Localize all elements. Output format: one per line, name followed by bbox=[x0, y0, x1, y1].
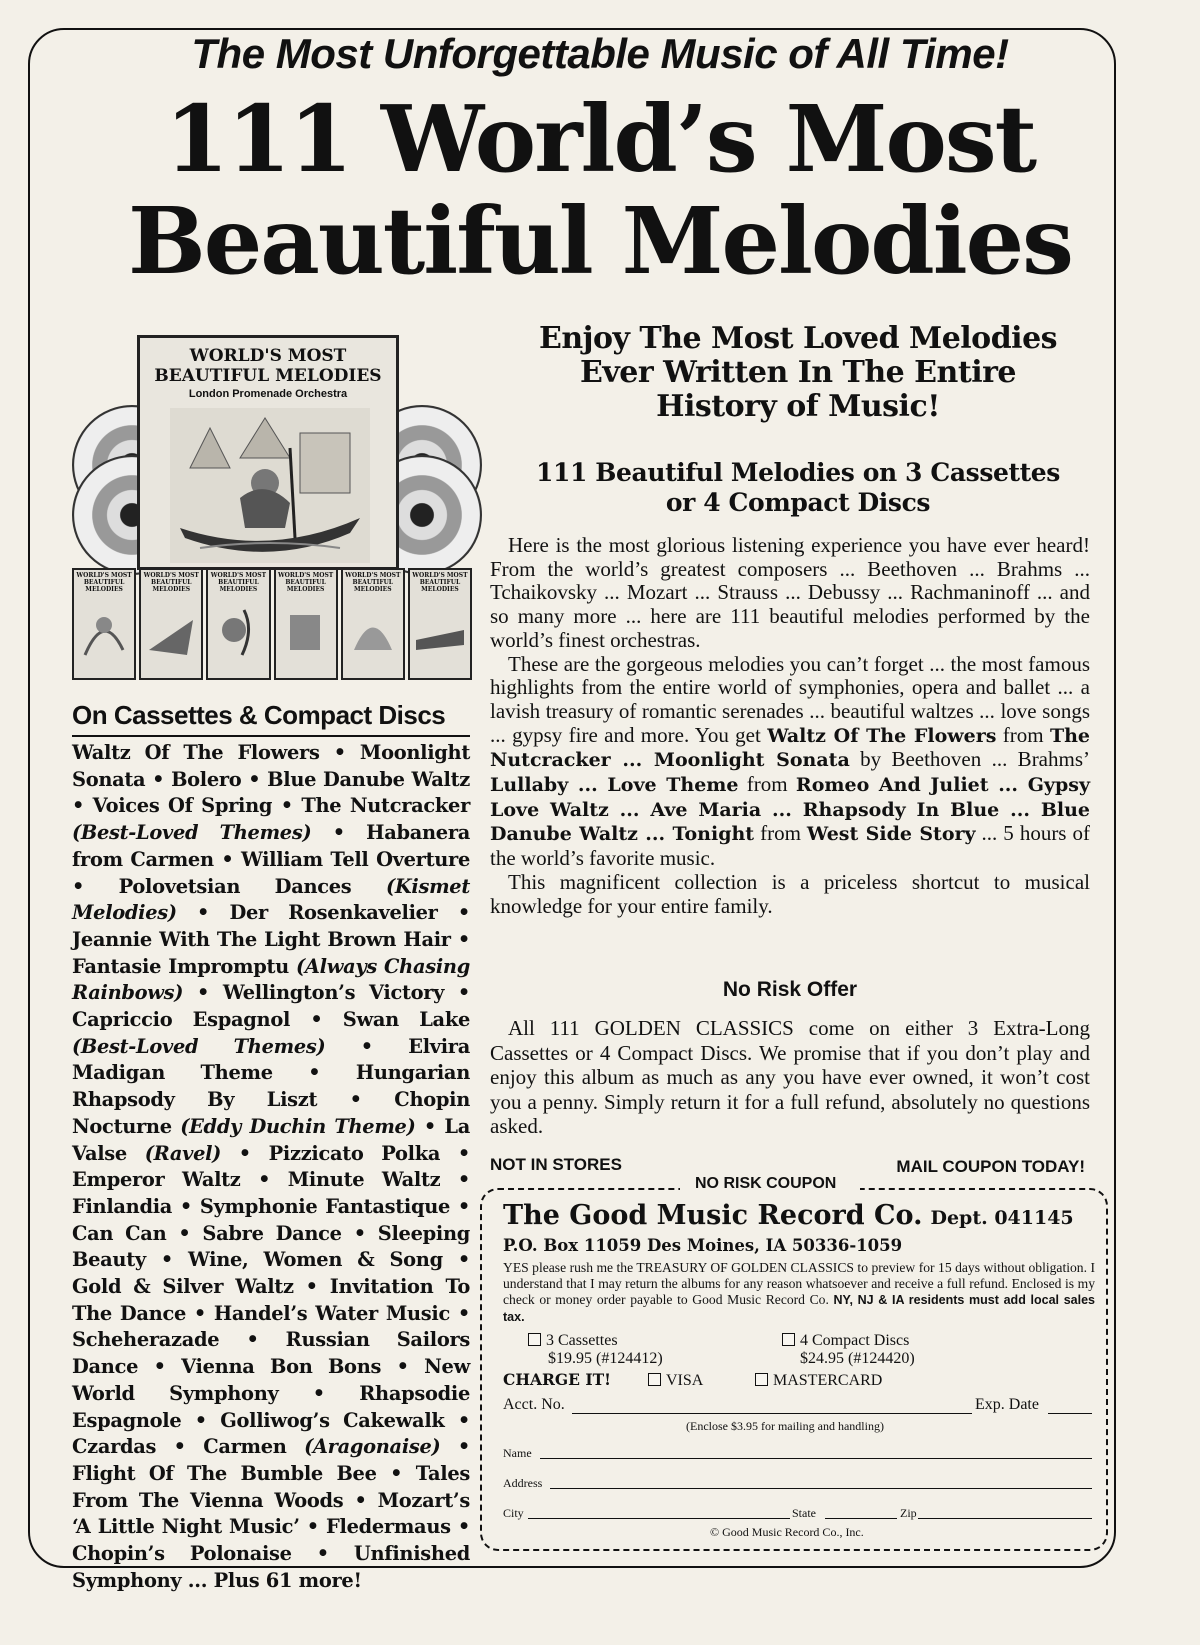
text-run: (Eddy Duchin Theme) bbox=[180, 1114, 416, 1138]
checkbox-visa[interactable] bbox=[648, 1373, 661, 1386]
cassette: WORLD'S MOST BEAUTIFUL MELODIES bbox=[408, 568, 472, 680]
cassette: WORLD'S MOST BEAUTIFUL MELODIES bbox=[341, 568, 405, 680]
text-run: ... 5 hours of the world’s favorite music. bbox=[490, 821, 1090, 871]
headline bbox=[0, 85, 1200, 295]
visa-label: VISA bbox=[666, 1372, 704, 1389]
body-paragraph-1: Here is the most glorious listening experience you have ever heard! From the world’s greatest composers ... Beethoven ... Brahms ... Tchaikovsky ... Mozart ... Strauss ... Debussy ... Rachmaninoff ... and so many more ... here are 111 beautiful melodies performed by the world’s finest orchestras. bbox=[490, 533, 1090, 652]
checkbox-compact-discs[interactable] bbox=[782, 1333, 795, 1346]
name-field[interactable] bbox=[540, 1458, 1092, 1459]
tax-note: NY, NJ & IA residents must add local sales tax. bbox=[503, 1293, 1095, 1324]
text-run: • La Valse bbox=[72, 1114, 470, 1165]
no-risk-paragraph: All 111 GOLDEN CLASSICS come on either 3 Extra-Long Cassettes or 4 Compact Discs. We promise that if you don’t play and enjoy this album as much as any you have ever owned, it won’t cost you a penny. Simply return it for a full refund, absolutely no questions asked. bbox=[490, 1016, 1090, 1138]
text-run: The Nutcracker ... Moonlight Sonata bbox=[490, 724, 1090, 772]
department-code: Dept. 041145 bbox=[930, 1207, 1074, 1229]
option-cds-label: 4 Compact Discs bbox=[800, 1332, 910, 1349]
text-run: Romeo And Juliet ... Gypsy Love Waltz ... Ave Maria ... Rhapsody In Blue ... Blue Danube Waltz ... Tonight bbox=[490, 774, 1090, 846]
album-orchestra: London Promenade Orchestra bbox=[188, 388, 348, 400]
album-title bbox=[140, 346, 396, 386]
album-title-line-1: WORLD'S MOST bbox=[189, 346, 347, 366]
state-label: State bbox=[792, 1506, 816, 1520]
shipping-note: (Enclose $3.95 for mailing and handling) bbox=[686, 1419, 884, 1433]
option-cassettes[interactable] bbox=[528, 1332, 618, 1349]
city-label: City bbox=[503, 1506, 524, 1520]
track-list bbox=[72, 740, 470, 1595]
cassette: WORLD'S MOST BEAUTIFUL MELODIES bbox=[206, 568, 270, 680]
text-run: (Kismet Melodies) bbox=[72, 874, 470, 925]
format-subheadline-line-2: or 4 Compact Discs bbox=[665, 488, 931, 517]
text-run: (Always Chasing Rainbows) bbox=[72, 954, 470, 1005]
coupon-title: NO RISK COUPON bbox=[695, 1175, 837, 1192]
no-risk-heading: No Risk Offer bbox=[722, 978, 858, 1001]
exp-date-field[interactable] bbox=[1048, 1413, 1092, 1414]
state-field[interactable] bbox=[825, 1518, 897, 1519]
option-mastercard[interactable] bbox=[755, 1372, 882, 1389]
mailing-address: P.O. Box 11059 Des Moines, IA 50336-1059 bbox=[503, 1236, 903, 1255]
album-box-art bbox=[137, 335, 399, 570]
text-run: (Best-Loved Themes) bbox=[72, 821, 312, 845]
text-run: These are the gorgeous melodies you can’t forget ... the most famous highlights from the entire world of symphonies, opera and ballet ... a lavish treasury of romantic serenades ... beautiful waltzes ... love songs ... gypsy fire and more. You get bbox=[490, 651, 1090, 747]
headline-line-1: 111 World’s Most bbox=[164, 85, 1036, 193]
text-run: • Flight Of The Bumble Bee • Tales From The Vienna Woods • Mozart’s ‘A Little Night Music’ • Fledermaus • Chopin’s Polonaise • Unfinished Symphony ... Plus 61 more! bbox=[72, 1435, 470, 1592]
account-number-field[interactable] bbox=[572, 1413, 972, 1414]
company-name bbox=[503, 1200, 1074, 1231]
price-cassettes: $19.95 (#124412) bbox=[548, 1350, 663, 1367]
address-label: Address bbox=[503, 1476, 543, 1490]
text-run: • Der Rosenkavelier • Jeannie With The Light Brown Hair • Fantasie Impromptu bbox=[72, 901, 470, 978]
format-subheadline bbox=[488, 458, 1108, 518]
zip-label: Zip bbox=[900, 1506, 917, 1520]
text-run: • Habanera from Carmen • William Tell Overture • Polovetsian Dances bbox=[72, 821, 470, 898]
text-run: Lullaby ... Love Theme bbox=[490, 774, 739, 797]
cassette: WORLD'S MOST BEAUTIFUL MELODIES bbox=[274, 568, 338, 680]
exp-date-label: Exp. Date bbox=[975, 1396, 1039, 1413]
city-field[interactable] bbox=[528, 1518, 790, 1519]
feature-headline bbox=[488, 322, 1108, 424]
text-run: from bbox=[996, 722, 1050, 747]
order-terms-text: YES please rush me the TREASURY OF GOLDEN CLASSICS to preview for 15 days without obligation. I understand that I may return the albums for any reason whatsoever and receive a full refund. Enclosed is my check or money order payable to Good Music Record Co. bbox=[503, 1260, 1095, 1308]
formats-heading: On Cassettes & Compact Discs bbox=[72, 700, 446, 730]
address-field[interactable] bbox=[550, 1488, 1092, 1489]
cassette: WORLD'S MOST BEAUTIFUL MELODIES bbox=[72, 568, 136, 680]
text-run: West Side Story bbox=[806, 823, 976, 846]
order-terms bbox=[503, 1260, 1095, 1325]
tagline: The Most Unforgettable Music of All Time! bbox=[191, 30, 1009, 77]
body-copy bbox=[490, 534, 1090, 918]
feature-headline-line-1: Enjoy The Most Loved Melodies bbox=[538, 321, 1058, 356]
headline-line-2: Beautiful Melodies bbox=[128, 187, 1072, 295]
text-run: from bbox=[754, 821, 807, 846]
format-subheadline-line-1: 111 Beautiful Melodies on 3 Cassettes bbox=[536, 458, 1060, 487]
name-label: Name bbox=[503, 1446, 532, 1460]
company-name-text: The Good Music Record Co. bbox=[503, 1200, 923, 1231]
account-number-label: Acct. No. bbox=[503, 1396, 565, 1413]
divider bbox=[72, 735, 470, 737]
product-image bbox=[72, 335, 472, 690]
body-paragraph-2 bbox=[490, 653, 1090, 871]
text-run: (Best-Loved Themes) bbox=[72, 1034, 326, 1058]
text-run: by Beethoven ... Brahms’ bbox=[849, 747, 1091, 772]
text-run: • Pizzicato Polka • Emperor Waltz • Minute Waltz • Finlandia • Symphonie Fantastique • Can Can • Sabre Dance • Sleeping Beauty • Wine, Women & Song • Gold & Silver Waltz • Invitation To The Dance • Handel’s Water Music • Scheherazade • Russian Sailors Dance • Vienna Bon Bons • New World Symphony • Rhapsodie Espagnole • Golliwog’s Cakewalk • Czardas • Carmen bbox=[72, 1141, 470, 1459]
body-paragraph-3: This magnificent collection is a priceless shortcut to musical knowledge for your entire family. bbox=[490, 869, 1090, 918]
text-run: (Aragonaise) bbox=[304, 1435, 441, 1459]
album-title-line-2: BEAUTIFUL MELODIES bbox=[154, 366, 382, 386]
feature-headline-line-3: History of Music! bbox=[656, 389, 940, 424]
text-run: Waltz Of The Flowers • Moonlight Sonata • Bolero • Blue Danube Waltz • Voices Of Spring • The Nutcracker bbox=[72, 741, 470, 818]
option-visa[interactable] bbox=[648, 1372, 703, 1389]
feature-headline-line-2: Ever Written In The Entire bbox=[579, 355, 1017, 390]
cassette: WORLD'S MOST BEAUTIFUL MELODIES bbox=[139, 568, 203, 680]
checkbox-cassettes[interactable] bbox=[528, 1333, 541, 1346]
mastercard-label: MASTERCARD bbox=[773, 1372, 883, 1389]
mail-coupon-label: MAIL COUPON TODAY! bbox=[896, 1157, 1085, 1176]
text-run: • Wellington’s Victory • Capriccio Espagnol • Swan Lake bbox=[72, 981, 470, 1032]
not-in-stores-label: NOT IN STORES bbox=[490, 1155, 622, 1174]
zip-field[interactable] bbox=[918, 1518, 1092, 1519]
text-run: • Elvira Madigan Theme • Hungarian Rhapsody By Liszt • Chopin Nocturne bbox=[72, 1034, 470, 1138]
text-run: from bbox=[738, 772, 796, 797]
gondola-illustration-icon bbox=[170, 408, 370, 563]
option-cassettes-label: 3 Cassettes bbox=[546, 1332, 618, 1349]
text-run: (Ravel) bbox=[144, 1141, 222, 1165]
copyright: © Good Music Record Co., Inc. bbox=[710, 1525, 864, 1539]
no-risk-body bbox=[490, 1016, 1090, 1139]
text-run: Waltz Of The Flowers bbox=[767, 724, 997, 747]
cassette-row bbox=[72, 568, 472, 680]
checkbox-mastercard[interactable] bbox=[755, 1373, 768, 1386]
price-compact-discs: $24.95 (#124420) bbox=[800, 1350, 915, 1367]
option-compact-discs[interactable] bbox=[782, 1332, 909, 1349]
charge-it-label: CHARGE IT! bbox=[503, 1370, 611, 1389]
